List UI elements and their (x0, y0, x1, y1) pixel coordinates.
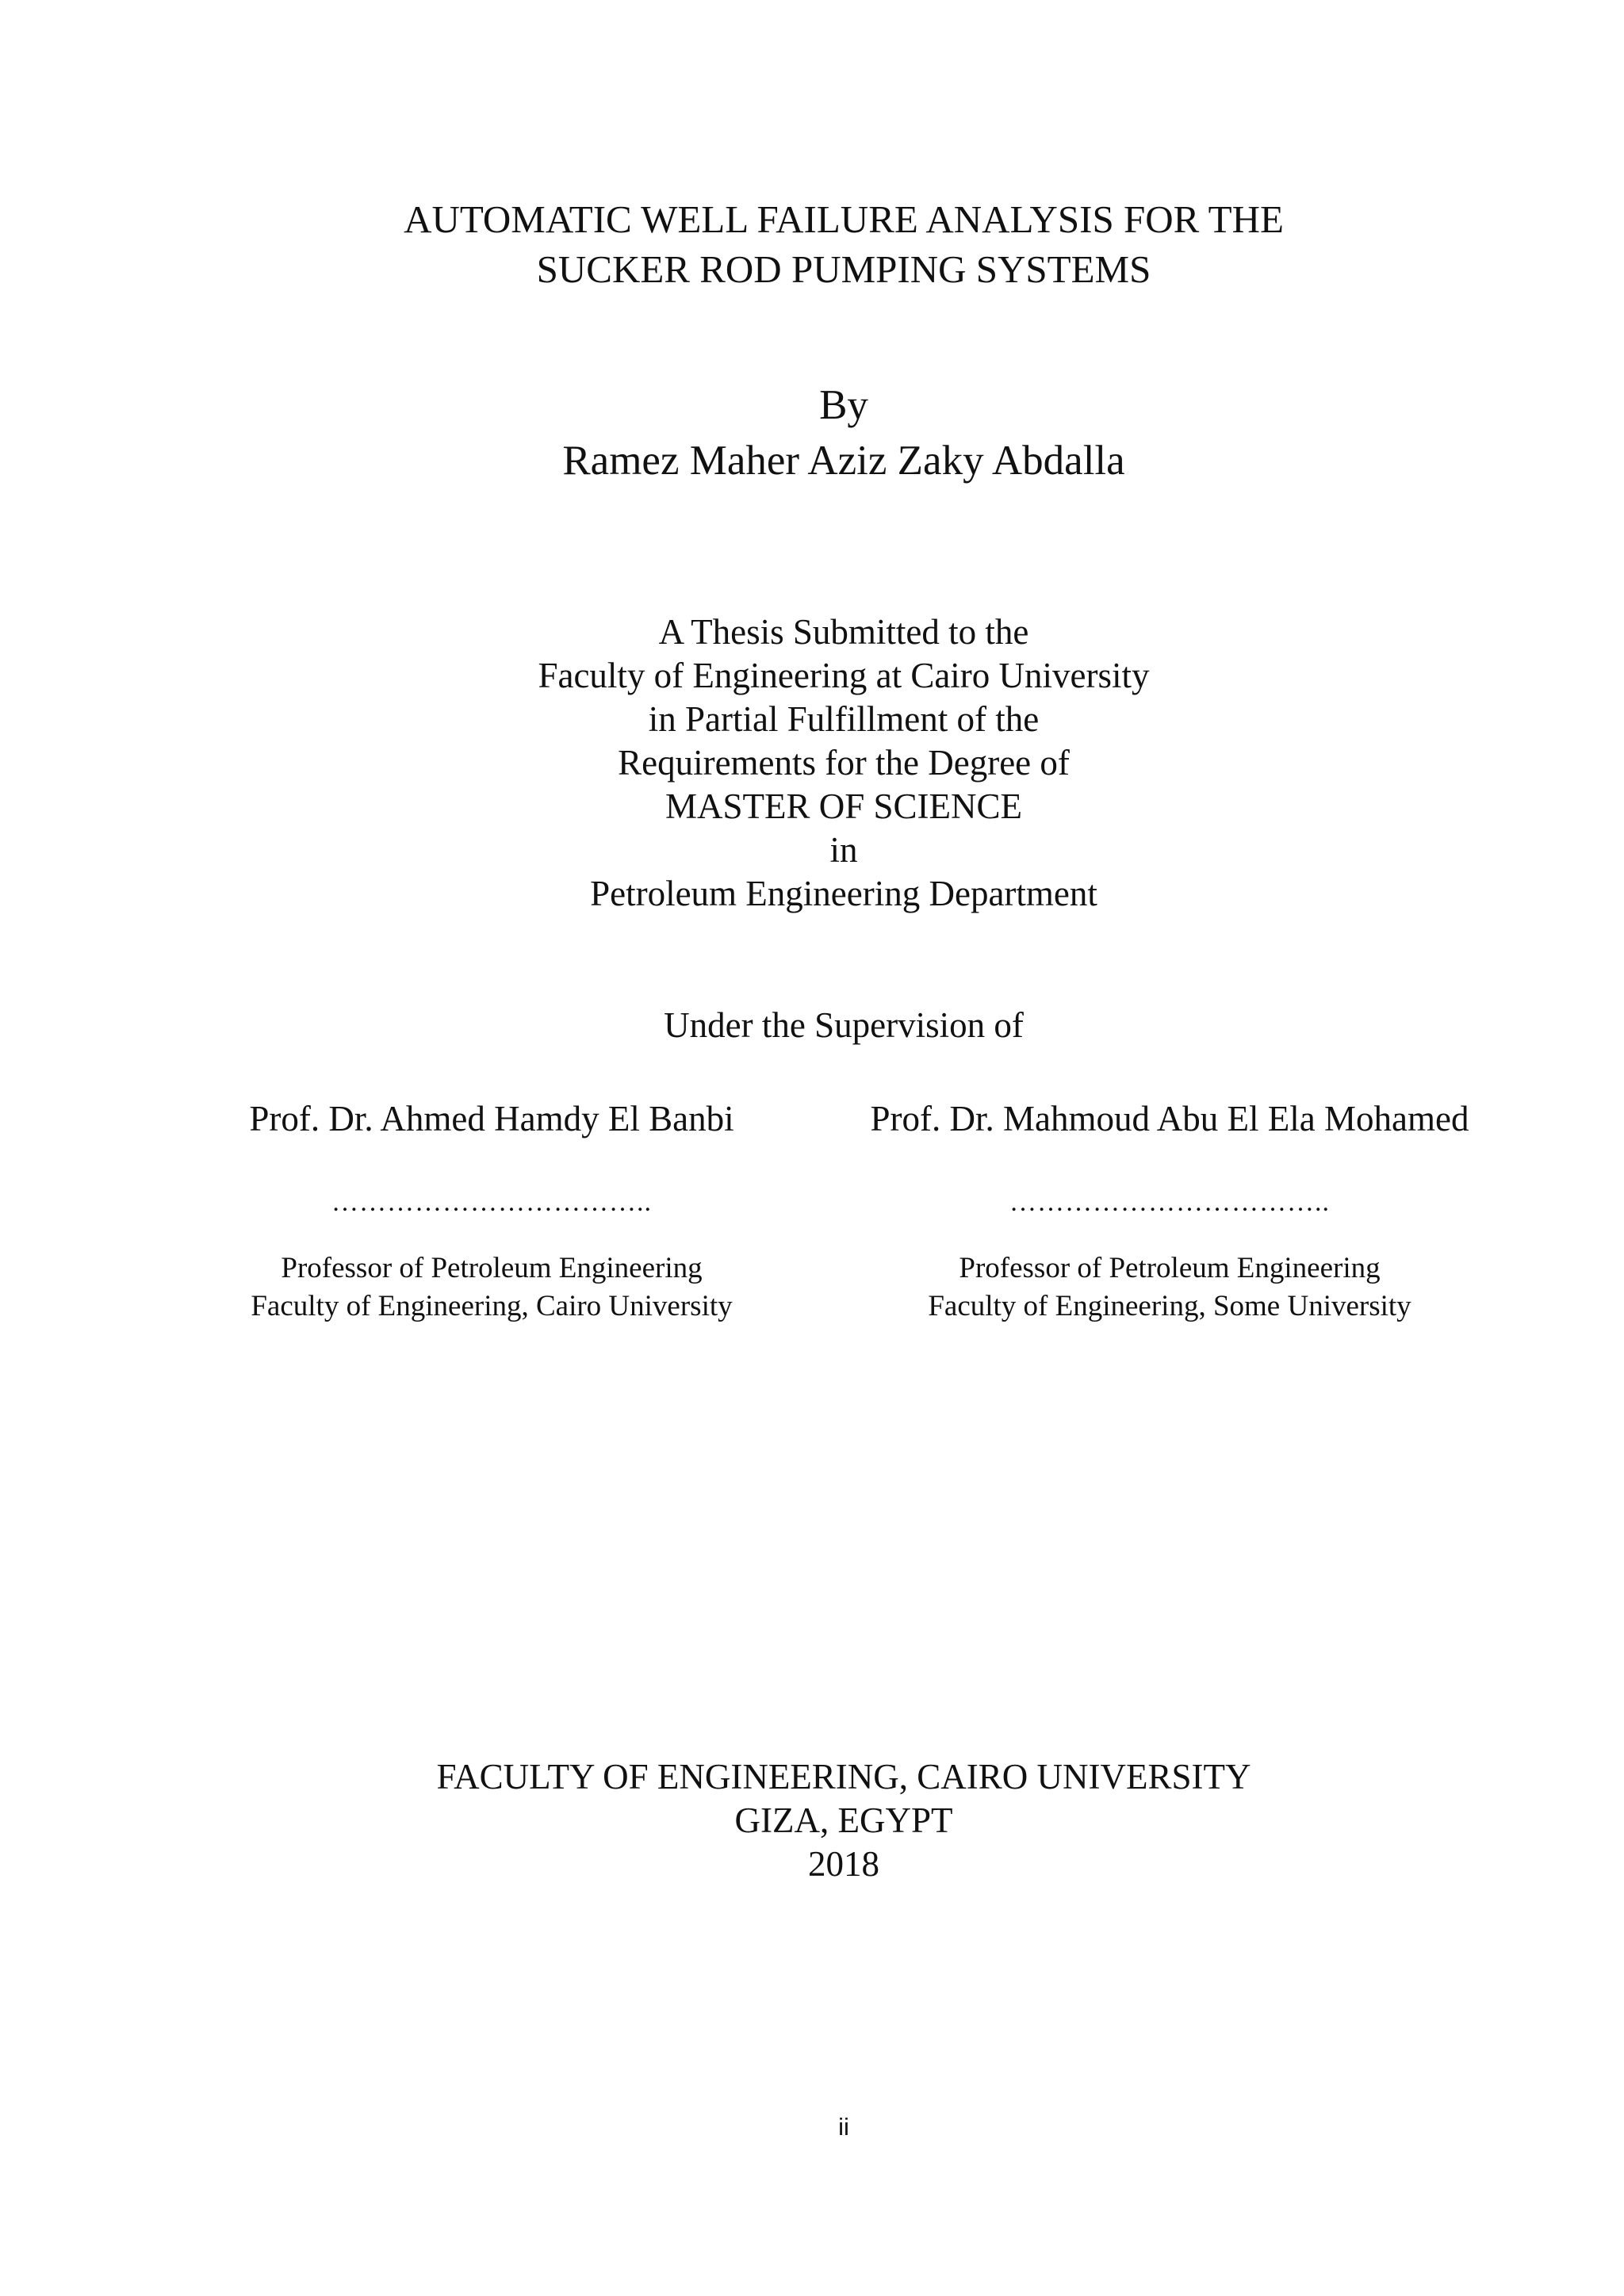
supervisor-2-name: Prof. Dr. Mahmoud Abu El Ela Mohamed (870, 1099, 1469, 1138)
supervisor-1-signature-line: …………………………….. (331, 1188, 652, 1217)
supervisor-1-affiliation-block (198, 1249, 785, 1326)
submission-statement (0, 610, 1624, 916)
statement-line: Faculty of Engineering at Cairo University (538, 656, 1150, 695)
location: GIZA, EGYPT (734, 1800, 953, 1840)
thesis-title-line-1: AUTOMATIC WELL FAILURE ANALYSIS FOR THE (404, 197, 1284, 241)
thesis-title-line-2: SUCKER ROD PUMPING SYSTEMS (536, 247, 1151, 291)
author-name: Ramez Maher Aziz Zaky Abdalla (562, 438, 1125, 484)
supervisor-2-affiliation-block (860, 1249, 1479, 1326)
statement-line: Requirements for the Degree of (618, 743, 1070, 783)
supervision-heading: Under the Supervision of (664, 1005, 1024, 1045)
supervisor-1-title: Professor of Petroleum Engineering (281, 1252, 703, 1284)
degree-name: MASTER OF SCIENCE (665, 786, 1023, 826)
page-number: ii (838, 2113, 849, 2141)
supervisor-2-signature-line: …………………………….. (1009, 1188, 1330, 1217)
statement-line: in (829, 830, 858, 870)
institution-name: FACULTY OF ENGINEERING, CAIRO UNIVERSITY (436, 1757, 1251, 1797)
footer-block (0, 1755, 1624, 1886)
by-label: By (819, 382, 868, 428)
department-name: Petroleum Engineering Department (590, 874, 1097, 913)
supervisor-2-affiliation: Faculty of Engineering, Some University (928, 1290, 1411, 1322)
thesis-title (0, 194, 1624, 294)
statement-line: A Thesis Submitted to the (658, 612, 1029, 652)
supervisor-2-title: Professor of Petroleum Engineering (959, 1252, 1381, 1284)
supervisor-1-name: Prof. Dr. Ahmed Hamdy El Banbi (249, 1099, 734, 1138)
supervisor-1-affiliation: Faculty of Engineering, Cairo University (251, 1290, 733, 1322)
year: 2018 (808, 1844, 879, 1884)
statement-line: in Partial Fulfillment of the (648, 699, 1040, 739)
